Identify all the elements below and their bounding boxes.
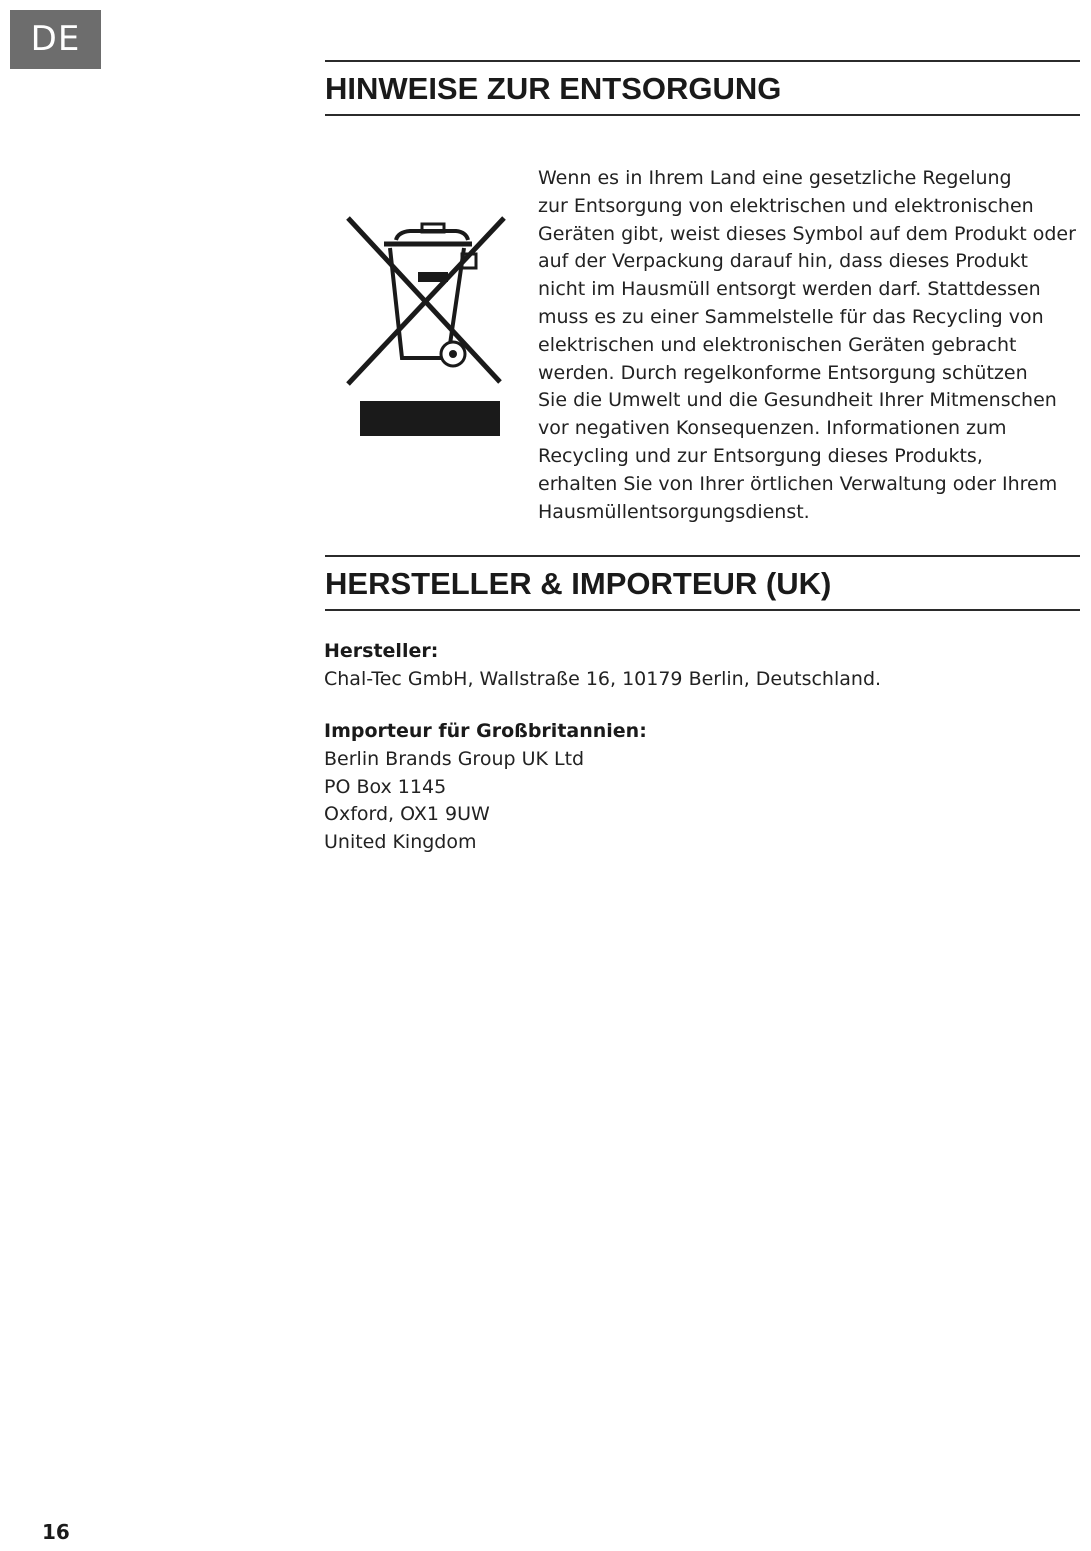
importer-line: Oxford, OX1 9UW bbox=[324, 803, 490, 826]
manufacturer-address: Chal-Tec GmbH, Wallstraße 16, 10179 Berlin, Deutschland. bbox=[324, 667, 882, 690]
manufacturer-label: Hersteller: bbox=[324, 640, 439, 662]
importer-line: United Kingdom bbox=[324, 831, 477, 854]
manufacturer-heading: HERSTELLER & IMPORTEUR (UK) bbox=[325, 566, 832, 601]
disposal-section-header bbox=[325, 60, 1080, 116]
disposal-heading: HINWEISE ZUR ENTSORGUNG bbox=[325, 71, 782, 106]
importer-line: Berlin Brands Group UK Ltd bbox=[324, 747, 585, 770]
disposal-text: Wenn es in Ihrem Land eine gesetzliche Regelung zur Entsorgung von elektrischen und elektronischen Geräten gibt, weist dieses Symbol auf dem Produkt oder auf der Verpackung darauf hin, dass dieses Produkt nicht im Hausmüll entsorgt werden darf. Stattdessen muss es zu einer Sammelstelle für das Recycling von elektrischen und elektronischen Geräten gebracht werden. Durch regelkonforme Entsorgung schützen Sie die Umwelt und die Gesundheit Ihrer Mitmenschen vor negativen Konsequenzen. Informationen zum Recycling und zur Entsorgung dieses Produkts, erhalten Sie von Ihrer örtlichen Verwaltung oder Ihrem Hausmüllentsorgungsdienst. bbox=[538, 167, 1076, 523]
page-number: 16 bbox=[42, 1520, 70, 1544]
importer-label: Importeur für Großbritannien: bbox=[324, 720, 647, 742]
heading-underline bbox=[325, 114, 1080, 116]
weee-solid-bar bbox=[360, 401, 500, 436]
manufacturer-block bbox=[324, 638, 1024, 694]
language-tab: DE bbox=[10, 10, 101, 69]
crossed-out-wheelie-bin-icon bbox=[344, 212, 508, 440]
importer-block bbox=[324, 718, 1024, 857]
manufacturer-section-header bbox=[325, 555, 1080, 611]
heading-underline bbox=[325, 609, 1080, 611]
importer-line: PO Box 1145 bbox=[324, 775, 447, 798]
